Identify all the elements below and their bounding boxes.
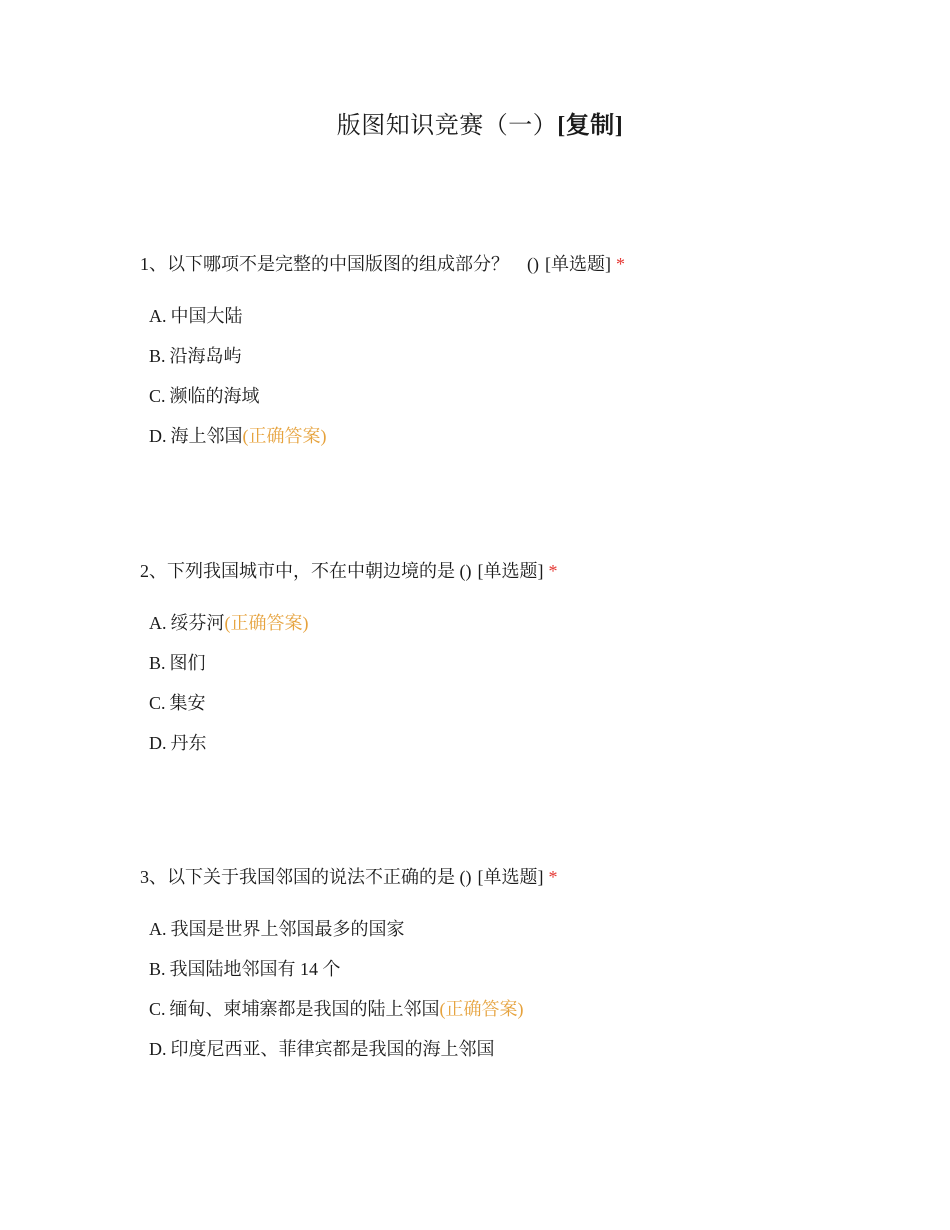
option-list: [140, 909, 900, 1069]
option-letter: C.: [149, 693, 166, 713]
question-type-label: [单选题]: [477, 561, 544, 581]
question-1: [140, 250, 900, 456]
option-letter: A.: [149, 306, 167, 326]
option-d: [149, 1029, 900, 1069]
question-2: [140, 557, 900, 763]
question-number: 1、: [140, 254, 167, 274]
option-letter: B.: [149, 653, 166, 673]
option-a: [149, 909, 900, 949]
option-text: 绥芬河: [170, 613, 225, 633]
required-asterisk: *: [616, 254, 625, 274]
option-letter: D.: [149, 426, 167, 446]
question-3: [140, 863, 900, 1069]
option-text: 集安: [169, 693, 206, 713]
question-stem: [140, 557, 900, 585]
question-text: 以下哪项不是完整的中国版图的组成部分？ (): [167, 254, 539, 274]
option-text: 丹东: [170, 733, 207, 753]
option-letter: D.: [149, 1039, 167, 1059]
option-text: 沿海岛屿: [169, 346, 242, 366]
question-number: 3、: [140, 867, 167, 887]
option-text: 我国是世界上邻国最多的国家: [170, 919, 405, 939]
question-stem: [140, 250, 900, 278]
option-list: [140, 296, 900, 456]
option-letter: A.: [149, 919, 167, 939]
option-d: [149, 723, 900, 763]
question-type-label: [单选题]: [545, 254, 611, 274]
option-letter: D.: [149, 733, 167, 753]
option-b: [149, 336, 900, 376]
option-c: [149, 683, 900, 723]
correct-answer-mark: (正确答案): [439, 999, 524, 1019]
option-b: [149, 949, 900, 989]
option-letter: B.: [149, 346, 166, 366]
option-text: 中国大陆: [170, 306, 243, 326]
option-letter: C.: [149, 386, 166, 406]
document-title-text: 版图知识竞赛（一）: [336, 113, 558, 139]
option-letter: A.: [149, 613, 167, 633]
correct-answer-mark: (正确答案): [224, 613, 309, 633]
option-text: 海上邻国: [170, 426, 243, 446]
option-d: [149, 416, 900, 456]
correct-answer-mark: (正确答案): [242, 426, 327, 446]
question-stem: [140, 863, 900, 891]
required-asterisk: *: [548, 561, 558, 581]
question-text: 下列我国城市中，不在中朝边境的是 (): [167, 561, 472, 581]
option-list: [140, 603, 900, 763]
option-text: 印度尼西亚、菲律宾都是我国的海上邻国: [170, 1039, 495, 1059]
option-letter: B.: [149, 959, 166, 979]
option-text: 图们: [169, 653, 206, 673]
option-c: [149, 376, 900, 416]
document-title-suffix: [复制]: [557, 113, 624, 139]
option-b: [149, 643, 900, 683]
option-text: 我国陆地邻国有 14 个: [169, 959, 341, 979]
option-letter: C.: [149, 999, 166, 1019]
option-text: 濒临的海域: [169, 386, 260, 406]
document-title: [0, 108, 950, 144]
required-asterisk: *: [548, 867, 558, 887]
question-type-label: [单选题]: [477, 867, 544, 887]
question-number: 2、: [140, 561, 167, 581]
option-a: [149, 603, 900, 643]
question-text: 以下关于我国邻国的说法不正确的是 (): [167, 867, 472, 887]
option-c: [149, 989, 900, 1029]
option-a: [149, 296, 900, 336]
option-text: 缅甸、柬埔寨都是我国的陆上邻国: [169, 999, 440, 1019]
